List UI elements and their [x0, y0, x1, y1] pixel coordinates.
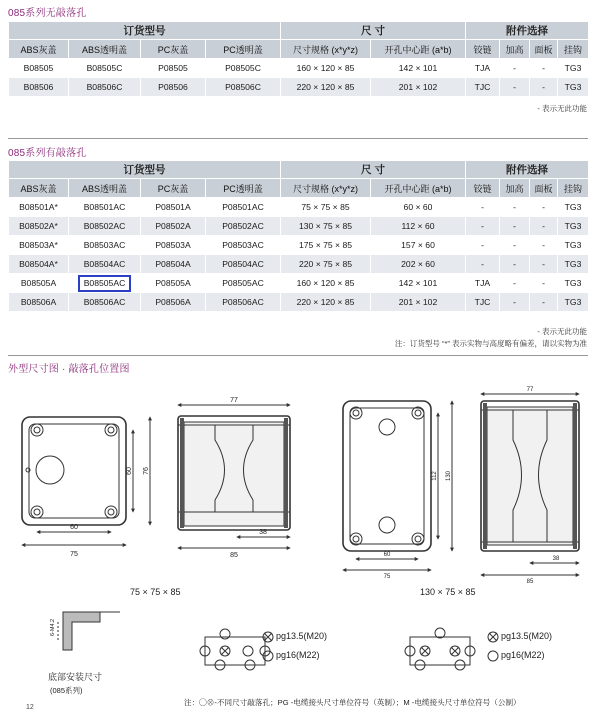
dim-right-h1: 112 — [432, 471, 438, 481]
dim-right-h2: 130 — [446, 470, 452, 482]
table-cell: B08502A* — [9, 217, 69, 236]
group-header-accessory: 附件选择 — [466, 161, 589, 179]
column-header: 面板 — [530, 179, 558, 198]
table-cell: - — [466, 217, 500, 236]
table-cell: - — [500, 274, 530, 293]
table-cell: 160 × 120 × 85 — [281, 274, 371, 293]
base-mount-detail — [58, 612, 120, 650]
table-cell: B08502AC — [69, 217, 141, 236]
caption-left: 75 × 75 × 85 — [130, 587, 181, 597]
dim-left-top: 77 — [230, 397, 238, 404]
group-header-order: 订货型号 — [9, 161, 281, 179]
column-header: PC灰盖 — [141, 179, 206, 198]
table-cell: B08506AC — [69, 293, 141, 312]
group-header-size: 尺 寸 — [281, 22, 466, 40]
column-header: ABS透明盖 — [69, 179, 141, 198]
legend-right-1: pg13.5(M20) — [501, 631, 553, 641]
dim-left-side-w: 85 — [230, 552, 238, 559]
column-header: 加高 — [500, 179, 530, 198]
table-cell: 160 × 120 × 85 — [281, 59, 371, 78]
column-header: PC透明盖 — [206, 40, 281, 59]
column-header: 开孔中心距 (a*b) — [371, 40, 466, 59]
table-cell: 220 × 120 × 85 — [281, 78, 371, 97]
table-cell: - — [500, 293, 530, 312]
table-cell: B08506A — [9, 293, 69, 312]
table-cell: B08505C — [69, 59, 141, 78]
column-header: 面板 — [530, 40, 558, 59]
group-header-accessory: 附件选择 — [466, 22, 589, 40]
section3-title: 外型尺寸图 · 敲落孔位置图 — [8, 364, 130, 375]
table-cell: B08501AC — [69, 198, 141, 217]
dim-left-side-d: 38 — [259, 529, 267, 536]
table-cell: P08505C — [206, 59, 281, 78]
table-cell: - — [530, 255, 558, 274]
table-cell: - — [500, 198, 530, 217]
top-view-large — [343, 401, 431, 551]
page-number: 12 — [26, 704, 34, 711]
table-cell: P08505 — [141, 59, 206, 78]
table-cell: P08504AC — [206, 255, 281, 274]
table-cell: P08503A — [141, 236, 206, 255]
table-cell: 142 × 101 — [371, 59, 466, 78]
table-cell: - — [500, 236, 530, 255]
table-cell: TG3 — [558, 198, 589, 217]
knockout-layout-right — [405, 628, 475, 670]
legend-left-1: pg13.5(M20) — [276, 631, 328, 641]
table-cell: 157 × 60 — [371, 236, 466, 255]
column-header: ABS透明盖 — [69, 40, 141, 59]
table-cell: TG3 — [558, 236, 589, 255]
table-cell: 112 × 60 — [371, 217, 466, 236]
column-header: ABS灰盖 — [9, 40, 69, 59]
section2-note2: 注：订货型号 “*” 表示实物与高度略有偏差，请以实物为准 — [394, 339, 587, 348]
column-header: 尺寸规格 (x*y*z) — [281, 40, 371, 59]
table-cell: TG3 — [558, 59, 589, 78]
table-cell: - — [500, 255, 530, 274]
table-cell: P08501A — [141, 198, 206, 217]
column-header: PC灰盖 — [141, 40, 206, 59]
table-cell: 130 × 75 × 85 — [281, 217, 371, 236]
column-header: 挂钩 — [558, 40, 589, 59]
group-header-size: 尺 寸 — [281, 161, 466, 179]
table-cell: P08502A — [141, 217, 206, 236]
section2-note1: - 表示无此功能 — [537, 327, 587, 336]
dim-left-bottom2: 75 — [70, 551, 78, 558]
section2-title: 085系列有敲落孔 — [8, 148, 87, 159]
column-header: 开孔中心距 (a*b) — [371, 179, 466, 198]
table-cell: P08506C — [206, 78, 281, 97]
base-dim: 6-M4.2 — [50, 618, 56, 636]
highlighted-cell[interactable]: B08505AC — [78, 275, 132, 292]
table-cell: P08506 — [141, 78, 206, 97]
table-cell: TJC — [466, 293, 500, 312]
table-cell: - — [530, 236, 558, 255]
side-view-small — [178, 416, 290, 530]
table-cell: - — [530, 274, 558, 293]
legend-left-2: pg16(M22) — [276, 650, 320, 660]
base-sub: (085系列) — [50, 686, 83, 695]
table-cell: P08503AC — [206, 236, 281, 255]
table-cell: - — [500, 217, 530, 236]
legend-right-2: pg16(M22) — [501, 650, 545, 660]
table-cell: 75 × 75 × 85 — [281, 198, 371, 217]
column-header: 尺寸规格 (x*y*z) — [281, 179, 371, 198]
caption-right: 130 × 75 × 85 — [420, 587, 476, 597]
table-cell: P08501AC — [206, 198, 281, 217]
dim-left-bottom1: 60 — [70, 524, 78, 531]
table-cell: TG3 — [558, 293, 589, 312]
table-cell: B08505 — [9, 59, 69, 78]
table-cell: B08504A* — [9, 255, 69, 274]
table-cell: P08506A — [141, 293, 206, 312]
table-cell: TG3 — [558, 78, 589, 97]
dim-left-h1: 60 — [126, 467, 133, 475]
table-cell: P08505AC — [206, 274, 281, 293]
table-cell: - — [530, 78, 558, 97]
table-cell: P08506AC — [206, 293, 281, 312]
table-cell: TG3 — [558, 274, 589, 293]
table-cell: - — [500, 78, 530, 97]
table-cell: - — [500, 59, 530, 78]
knockout-layout-left — [200, 629, 270, 670]
table-cell: 220 × 75 × 85 — [281, 255, 371, 274]
column-header: 铰链 — [466, 179, 500, 198]
table-cell: - — [466, 198, 500, 217]
table-cell: P08502AC — [206, 217, 281, 236]
dim-right-top: 77 — [526, 387, 534, 393]
table-cell: TJA — [466, 274, 500, 293]
dim-right-side-d: 38 — [552, 556, 560, 562]
top-view-small — [22, 417, 126, 525]
table-cell: - — [466, 236, 500, 255]
table-cell: 175 × 75 × 85 — [281, 236, 371, 255]
table-cell: - — [466, 255, 500, 274]
table-cell: 142 × 101 — [371, 274, 466, 293]
section1-title: 085系列无敲落孔 — [8, 8, 87, 19]
table-cell: - — [530, 293, 558, 312]
table-cell: B08505A — [9, 274, 69, 293]
legend-symbols-right — [488, 632, 498, 661]
column-header: ABS灰盖 — [9, 179, 69, 198]
base-label: 底部安装尺寸 — [48, 672, 103, 682]
table-cell: TG3 — [558, 217, 589, 236]
dim-right-side-w: 85 — [526, 579, 534, 585]
side-view-large — [481, 401, 579, 551]
table-cell: - — [530, 198, 558, 217]
table-cell: B08506C — [69, 78, 141, 97]
table-cell: TJC — [466, 78, 500, 97]
table-cell: TJA — [466, 59, 500, 78]
dim-left-h2: 76 — [143, 467, 150, 475]
table-cell: P08505A — [141, 274, 206, 293]
column-header: 铰链 — [466, 40, 500, 59]
table-cell: B08503A* — [9, 236, 69, 255]
table-cell: 201 × 102 — [371, 293, 466, 312]
table-cell: B08504AC — [69, 255, 141, 274]
footnote: 注：◯⊗-不同尺寸敲落孔；PG -电缆接头尺寸单位符号（英制）；M -电缆接头尺寸单位符号（公制） — [184, 698, 521, 707]
table-cell: B08501A* — [9, 198, 69, 217]
table-cell: - — [530, 217, 558, 236]
table-cell: P08504A — [141, 255, 206, 274]
column-header: 挂钩 — [558, 179, 589, 198]
table-cell: TG3 — [558, 255, 589, 274]
column-header: PC透明盖 — [206, 179, 281, 198]
table-cell: B08503AC — [69, 236, 141, 255]
table-cell: 202 × 60 — [371, 255, 466, 274]
table-cell: 201 × 102 — [371, 78, 466, 97]
dim-right-bottom1: 60 — [383, 552, 391, 558]
table-cell: 60 × 60 — [371, 198, 466, 217]
table-cell: B08506 — [9, 78, 69, 97]
dim-right-bottom2: 75 — [383, 574, 391, 580]
table-cell: 220 × 120 × 85 — [281, 293, 371, 312]
section1-note: - 表示无此功能 — [537, 104, 587, 113]
column-header: 加高 — [500, 40, 530, 59]
group-header-order: 订货型号 — [9, 22, 281, 40]
table-cell: - — [530, 59, 558, 78]
